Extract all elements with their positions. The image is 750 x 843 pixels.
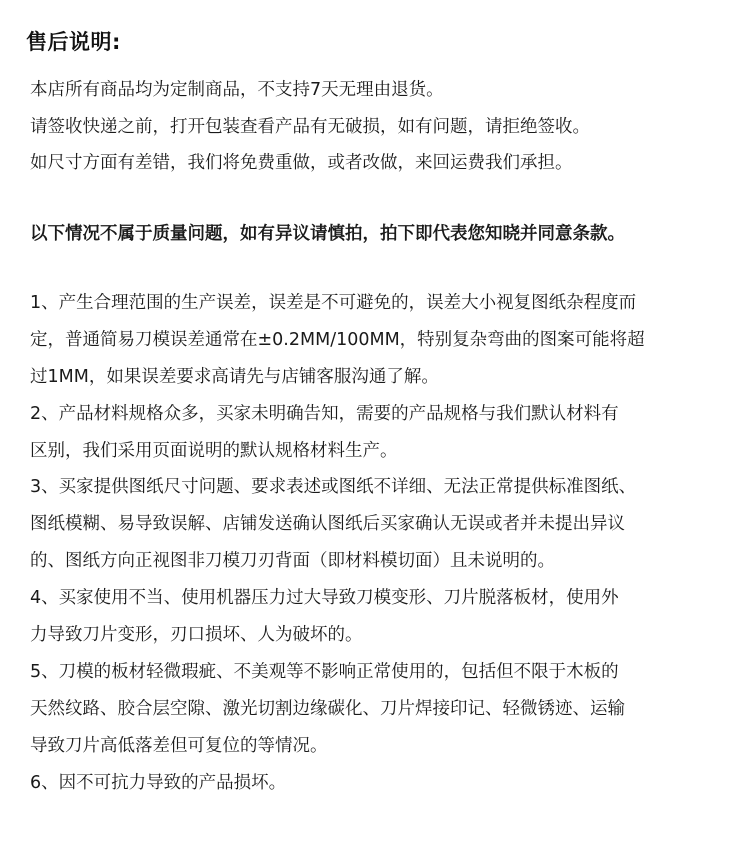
clause-line: 5、刀模的板材轻微瑕疵、不美观等不影响正常使用的，包括但不限于木板的: [30, 661, 619, 682]
page-title: 售后说明:: [26, 30, 121, 54]
clause-line: 定，普通简易刀模误差通常在±0.2MM/100MM，特别复杂弯曲的图案可能将超: [30, 329, 645, 350]
intro-line: 请签收快递之前，打开包装查看产品有无破损，如有问题，请拒绝签收。: [30, 116, 590, 137]
clauses-section: [30, 285, 730, 801]
intro-line: 如尺寸方面有差错，我们将免费重做，或者改做，来回运费我们承担。: [30, 153, 573, 173]
clause-line: 区别，我们采用页面说明的默认规格材料生产。: [30, 440, 398, 461]
clause-line: 过1MM，如果误差要求高请先与店铺客服沟通了解。: [30, 366, 439, 387]
intro-line: 本店所有商品均为定制商品，不支持7天无理由退货。: [30, 80, 444, 100]
clause-line: 导致刀片高低落差但可复位的等情况。: [30, 735, 328, 756]
clause-line: 力导致刀片变形，刃口损坏、人为破坏的。: [30, 625, 363, 646]
clause-line: 图纸模糊、易导致误解、店铺发送确认图纸后买家确认无误或者并未提出异议: [30, 514, 625, 535]
clause-line: 的、图纸方向正视图非刀模刀刃背面（即材料模切面）且未说明的。: [30, 551, 555, 572]
notice-heading: 以下情况不属于质量问题，如有异议请慎拍，拍下即代表您知晓并同意条款。: [30, 224, 625, 244]
clause-line: 2、产品材料规格众多，买家未明确告知，需要的产品规格与我们默认材料有: [30, 403, 619, 424]
clause-line: 4、买家使用不当、使用机器压力过大导致刀模变形、刀片脱落板材，使用外: [30, 588, 619, 609]
clause-line: 天然纹路、胶合层空隙、激光切割边缘碳化、刀片焊接印记、轻微锈迹、运输: [30, 698, 625, 719]
clause-line: 6、因不可抗力导致的产品损坏。: [30, 772, 287, 793]
clause-line: 3、买家提供图纸尺寸问题、要求表述或图纸不详细、无法正常提供标准图纸、: [30, 477, 637, 498]
clause-line: 1、产生合理范围的生产误差，误差是不可避免的，误差大小视复图纸杂程度而: [30, 293, 637, 313]
intro-section: [30, 72, 730, 182]
